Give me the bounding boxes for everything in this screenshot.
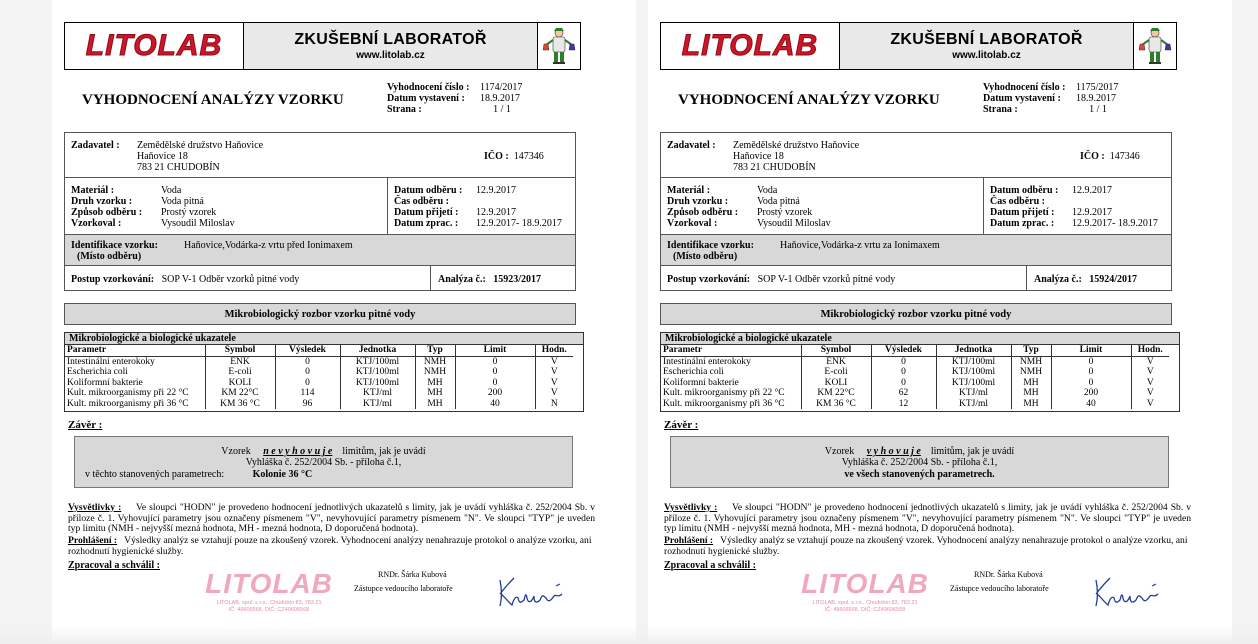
client-name: Zemědělské družstvo Haňovice xyxy=(733,140,860,151)
client-name: Zemědělské družstvo Haňovice xyxy=(137,140,264,151)
sample-info-box: Zadavatel : Zemědělské družstvo Haňovice Haňovice 18 783 21 CHUDOBÍN IČO : 147346 Materiál : Druh vzorku : Způsob odběru : Vzorkoval : Voda Voda pitná Prostý vzorek Vysoudil Miloslav Datum odběru : Čas odběru : Datum přijetí : Datum zprac. : 12.9.2017 12.9.2017 12.9.2017- 18.9.2017 Identifikace vzorku: (Místo odběru) Haňovice,Vodárka-z vrtu před Ionimaxem Postup vzorkování: SOP V-1 Odběr vzorků pitné vody Analýza č.: 15923/2017 xyxy=(64,132,576,291)
sample-identification: Haňovice,Vodárka-z vrtu za Ionimaxem xyxy=(780,240,940,251)
th-parameter: Parametr xyxy=(661,345,801,356)
table-cell: V xyxy=(1146,356,1154,367)
section-title: Mikrobiologický rozbor vzorku pitné vody xyxy=(660,303,1172,325)
table-row xyxy=(661,367,1169,378)
identification-band: Identifikace vzorku: (Místo odběru) Haňovice,Vodárka-z vrtu před Ionimaxem xyxy=(65,234,575,266)
table-cell: 62 xyxy=(871,388,936,399)
sample-identification: Haňovice,Vodárka-z vrtu před Ionimaxem xyxy=(184,240,353,251)
conclusion-box: Vzorek v y h o v u j e limitům, jak je uvádí Vyhláška č. 252/2004 Sb. - příloha č.1, ve všech stanovených parametrech. xyxy=(670,436,1169,488)
explanations: Vysvětlivky : Ve sloupci "HODN" je provedeno hodnocení jednotlivých ukazatelů s limity, jak je uvádí vyhláška č. 252/2004 Sb. v příloze č. 1. Vyhovující parametry jsou označeny písmenem "V", nevyhovující parametry písmenem "N". Ve sloupci "TYP" je uveden typ limitu (NMH - nejvyšší mezná hodnota, MH - mezná hodnota, D doporučená hodnota). xyxy=(68,502,596,535)
table-row xyxy=(65,378,573,389)
table-cell: V xyxy=(550,356,558,367)
table-cell: E-coli xyxy=(205,367,275,378)
table-cell: Escherichia coli xyxy=(661,367,801,378)
th-type: Typ xyxy=(415,345,455,356)
th-limit: Limit xyxy=(455,345,535,356)
table-cell: 12 xyxy=(871,399,936,410)
signer-name: RNDr. Šárka Kubová xyxy=(974,570,1043,579)
th-eval: Hodn. xyxy=(541,345,567,355)
client-address: Zemědělské družstvo Haňovice Haňovice 18 783 21 CHUDOBÍN xyxy=(733,140,860,173)
table-cell: KM 22°C xyxy=(205,388,275,399)
table-row xyxy=(65,399,573,410)
page-number: 1 / 1 xyxy=(1089,104,1107,115)
verdict-word: n e v y h o v u j e xyxy=(263,446,333,457)
table-cell: KOLI xyxy=(801,378,871,389)
signer-name: RNDr. Šárka Kubová xyxy=(378,570,447,579)
table-cell: KTJ/ml xyxy=(340,399,415,410)
th-unit: Jednotka xyxy=(936,345,1011,356)
table-cell: 0 xyxy=(275,367,340,378)
th-unit: Jednotka xyxy=(340,345,415,356)
signer-block xyxy=(354,568,453,596)
table-row xyxy=(65,356,573,367)
table-group-title: Mikrobiologické a biologické ukazatele xyxy=(661,333,1179,345)
table-cell: 96 xyxy=(275,399,340,410)
th-limit: Limit xyxy=(1051,345,1131,356)
table-cell: Intestinální enterokoky xyxy=(661,356,801,367)
table-cell: KTJ/ml xyxy=(340,388,415,399)
table-row xyxy=(65,388,573,399)
table-cell: ENK xyxy=(801,356,871,367)
results-grid xyxy=(65,345,573,409)
lab-header xyxy=(64,22,581,70)
table-cell: E-coli xyxy=(801,367,871,378)
table-cell: KTJ/ml xyxy=(936,399,1011,410)
table-cell: Kult. mikroorganismy při 22 °C xyxy=(661,388,801,399)
bottom-shadow xyxy=(0,626,1258,644)
table-cell: 0 xyxy=(455,356,535,367)
table-cell: Intestinální enterokoky xyxy=(65,356,205,367)
table-row xyxy=(65,367,573,378)
th-symbol: Symbol xyxy=(205,345,275,356)
sample-dates: 12.9.2017 12.9.2017 12.9.2017- 18.9.2017 xyxy=(476,185,562,229)
table-cell: 0 xyxy=(275,356,340,367)
th-type: Typ xyxy=(1011,345,1051,356)
lab-title-block xyxy=(840,23,1134,69)
lab-name: ZKUŠEBNÍ LABORATOŘ xyxy=(890,31,1083,48)
table-cell: V xyxy=(550,377,558,388)
eval-number: 1174/2017 xyxy=(480,82,523,93)
table-cell: V xyxy=(1146,367,1154,377)
lab-name: ZKUŠEBNÍ LABORATOŘ xyxy=(294,31,487,48)
table-cell: 0 xyxy=(1051,356,1131,367)
table-cell: MH xyxy=(1011,399,1051,410)
sample-dates: 12.9.2017 12.9.2017 12.9.2017- 18.9.2017 xyxy=(1072,185,1158,229)
table-cell: V xyxy=(550,388,558,398)
identification-band: Identifikace vzorku: (Místo odběru) Haňovice,Vodárka-z vrtu za Ionimaxem xyxy=(661,234,1171,266)
conclusion-label: Závěr : xyxy=(68,419,103,431)
page-number: 1 / 1 xyxy=(493,104,511,115)
table-cell: NMH xyxy=(415,356,455,367)
section-title: Mikrobiologický rozbor vzorku pitné vody xyxy=(64,303,576,325)
table-cell: KTJ/ml xyxy=(936,388,1011,399)
verdict-word: v y h o v u j e xyxy=(866,446,921,457)
table-header-row xyxy=(65,345,573,356)
litolab-logo: LITOLAB xyxy=(65,23,244,69)
table-cell: 200 xyxy=(1051,388,1131,399)
results-table xyxy=(660,332,1180,412)
table-header-row xyxy=(661,345,1169,356)
signature xyxy=(1090,572,1170,617)
th-parameter: Parametr xyxy=(65,345,205,356)
lab-title-block xyxy=(244,23,538,69)
table-cell: 0 xyxy=(275,378,340,389)
document-meta: Vyhodnocení číslo : 1174/2017 Datum vystavení : 18.9.2017 Strana : 1 / 1 xyxy=(387,82,523,115)
table-cell: NMH xyxy=(1011,367,1051,378)
table-cell: 40 xyxy=(455,399,535,410)
report-right xyxy=(660,0,1220,644)
table-cell: MH xyxy=(415,378,455,389)
th-result: Výsledek xyxy=(871,345,936,356)
results-grid xyxy=(661,345,1169,409)
sample-details: Voda Voda pitná Prostý vzorek Vysoudil Miloslav xyxy=(161,185,235,229)
conclusion-label: Závěr : xyxy=(664,419,699,431)
table-cell: Koliformní bakterie xyxy=(661,378,801,389)
litolab-logo: LITOLAB xyxy=(661,23,840,69)
table-cell: 0 xyxy=(871,356,936,367)
signature xyxy=(494,572,574,617)
processed-by-label: Zpracoval a schválil : xyxy=(664,560,756,571)
table-cell: V xyxy=(1146,377,1154,388)
processed-by-label: Zpracoval a schválil : xyxy=(68,560,160,571)
th-eval: Hodn. xyxy=(1137,345,1163,355)
signer-role: Zástupce vedoucího laboratoře xyxy=(950,584,1049,593)
results-table xyxy=(64,332,584,412)
table-group-title: Mikrobiologické a biologické ukazatele xyxy=(65,333,583,345)
chemist-icon xyxy=(538,23,580,69)
table-cell: Kult. mikroorganismy při 36 °C xyxy=(65,399,205,410)
table-cell: Kult. mikroorganismy při 36 °C xyxy=(661,399,801,410)
table-cell: KTJ/100ml xyxy=(936,367,1011,378)
issue-date: 18.9.2017 xyxy=(1076,93,1116,104)
table-cell: V xyxy=(1146,398,1154,409)
table-cell: KTJ/100ml xyxy=(936,356,1011,367)
lab-url: www.litolab.cz xyxy=(952,50,1021,61)
ico-value: 147346 xyxy=(513,151,544,162)
table-cell: KTJ/100ml xyxy=(340,367,415,378)
document-title: VYHODNOCENÍ ANALÝZY VZORKU xyxy=(82,92,344,108)
declaration: Prohlášení : Výsledky analýz se vztahují pouze na zkoušený vzorek. Vyhodnocení analýzy nenahrazuje protokol o analýze vzorku, ani rozhodnutí hygienické služby. xyxy=(68,535,592,557)
table-cell: NMH xyxy=(415,367,455,378)
table-cell: ENK xyxy=(205,356,275,367)
conclusion-box: Vzorek n e v y h o v u j e limitům, jak je uvádí Vyhláška č. 252/2004 Sb. - příloha č.1, v těchto stanovených parametrech: Kolonie 36 °C xyxy=(74,436,573,488)
client-address: Zemědělské družstvo Haňovice Haňovice 18 783 21 CHUDOBÍN xyxy=(137,140,264,173)
table-cell: KM 36 °C xyxy=(205,399,275,410)
table-cell: KTJ/100ml xyxy=(936,378,1011,389)
table-cell: MH xyxy=(415,399,455,410)
table-cell: 0 xyxy=(1051,367,1131,378)
table-row xyxy=(661,378,1169,389)
ico-value: 147346 xyxy=(1109,151,1140,162)
lab-header xyxy=(660,22,1177,70)
th-result: Výsledek xyxy=(275,345,340,356)
analysis-number: 15923/2017 xyxy=(493,274,542,285)
table-cell: 0 xyxy=(455,378,535,389)
table-cell: MH xyxy=(415,388,455,399)
document-meta: Vyhodnocení číslo : 1175/2017 Datum vystavení : 18.9.2017 Strana : 1 / 1 xyxy=(983,82,1119,115)
explanations: Vysvětlivky : Ve sloupci "HODN" je provedeno hodnocení jednotlivých ukazatelů s limity, jak je uvádí vyhláška č. 252/2004 Sb. v příloze č. 1. Vyhovující parametry jsou označeny písmenem "V", nevyhovující parametry písmenem "N". Ve sloupci "TYP" je uveden typ limitu (NMH - nejvyšší mezná hodnota, MH - mezná hodnota, D doporučená hodnota). xyxy=(664,502,1192,535)
table-cell: V xyxy=(1146,388,1154,398)
table-cell: KTJ/100ml xyxy=(340,356,415,367)
table-cell: 0 xyxy=(1051,378,1131,389)
table-cell: KM 36 °C xyxy=(801,399,871,410)
sampling-procedure: SOP V-1 Odběr vzorků pitné vody xyxy=(757,274,896,285)
document-title: VYHODNOCENÍ ANALÝZY VZORKU xyxy=(678,92,940,108)
signer-block xyxy=(950,568,1049,596)
table-row xyxy=(661,399,1169,410)
table-cell: NMH xyxy=(1011,356,1051,367)
table-cell: KTJ/100ml xyxy=(340,378,415,389)
table-cell: MH xyxy=(1011,388,1051,399)
sampling-procedure: SOP V-1 Odběr vzorků pitné vody xyxy=(161,274,300,285)
table-cell: MH xyxy=(1011,378,1051,389)
table-cell: 0 xyxy=(871,367,936,378)
th-symbol: Symbol xyxy=(801,345,871,356)
lab-stamp: LITOLAB LITOLAB, spol. s r.o., Chudobín 83, 783 21 IČ: 49606568, DIČ: CZ49606568 xyxy=(801,568,929,613)
declaration: Prohlášení : Výsledky analýz se vztahují pouze na zkoušený vzorek. Vyhodnocení analýzy nenahrazuje protokol o analýze vzorku, ani rozhodnutí hygienické služby. xyxy=(664,535,1188,557)
issue-date: 18.9.2017 xyxy=(480,93,520,104)
analysis-number: 15924/2017 xyxy=(1089,274,1138,285)
table-cell: 40 xyxy=(1051,399,1131,410)
table-cell: 114 xyxy=(275,388,340,399)
table-cell: 0 xyxy=(455,367,535,378)
sample-info-box: Zadavatel : Zemědělské družstvo Haňovice Haňovice 18 783 21 CHUDOBÍN IČO : 147346 Materiál : Druh vzorku : Způsob odběru : Vzorkoval : Voda Voda pitná Prostý vzorek Vysoudil Miloslav Datum odběru : Čas odběru : Datum přijetí : Datum zprac. : 12.9.2017 12.9.2017 12.9.2017- 18.9.2017 Identifikace vzorku: (Místo odběru) Haňovice,Vodárka-z vrtu za Ionimaxem Postup vzorkování: SOP V-1 Odběr vzorků pitné vody Analýza č.: 15924/2017 xyxy=(660,132,1172,291)
table-cell: Kult. mikroorganismy při 22 °C xyxy=(65,388,205,399)
table-cell: 0 xyxy=(871,378,936,389)
table-cell: 200 xyxy=(455,388,535,399)
signer-role: Zástupce vedoucího laboratoře xyxy=(354,584,453,593)
table-cell: Escherichia coli xyxy=(65,367,205,378)
lab-url: www.litolab.cz xyxy=(356,50,425,61)
table-cell: KM 22°C xyxy=(801,388,871,399)
eval-number: 1175/2017 xyxy=(1076,82,1119,93)
sample-details: Voda Voda pitná Prostý vzorek Vysoudil Miloslav xyxy=(757,185,831,229)
table-cell: KOLI xyxy=(205,378,275,389)
table-cell: V xyxy=(550,367,558,377)
chemist-icon xyxy=(1134,23,1176,69)
table-row xyxy=(661,356,1169,367)
table-cell: Koliformní bakterie xyxy=(65,378,205,389)
report-left xyxy=(64,0,624,644)
table-cell: N xyxy=(550,398,558,409)
verdict-detail: Kolonie 36 °C xyxy=(252,469,313,480)
lab-stamp: LITOLAB LITOLAB, spol. s r.o., Chudobín 83, 783 21 IČ: 49606568, DIČ: CZ49606568 xyxy=(205,568,333,613)
table-row xyxy=(661,388,1169,399)
